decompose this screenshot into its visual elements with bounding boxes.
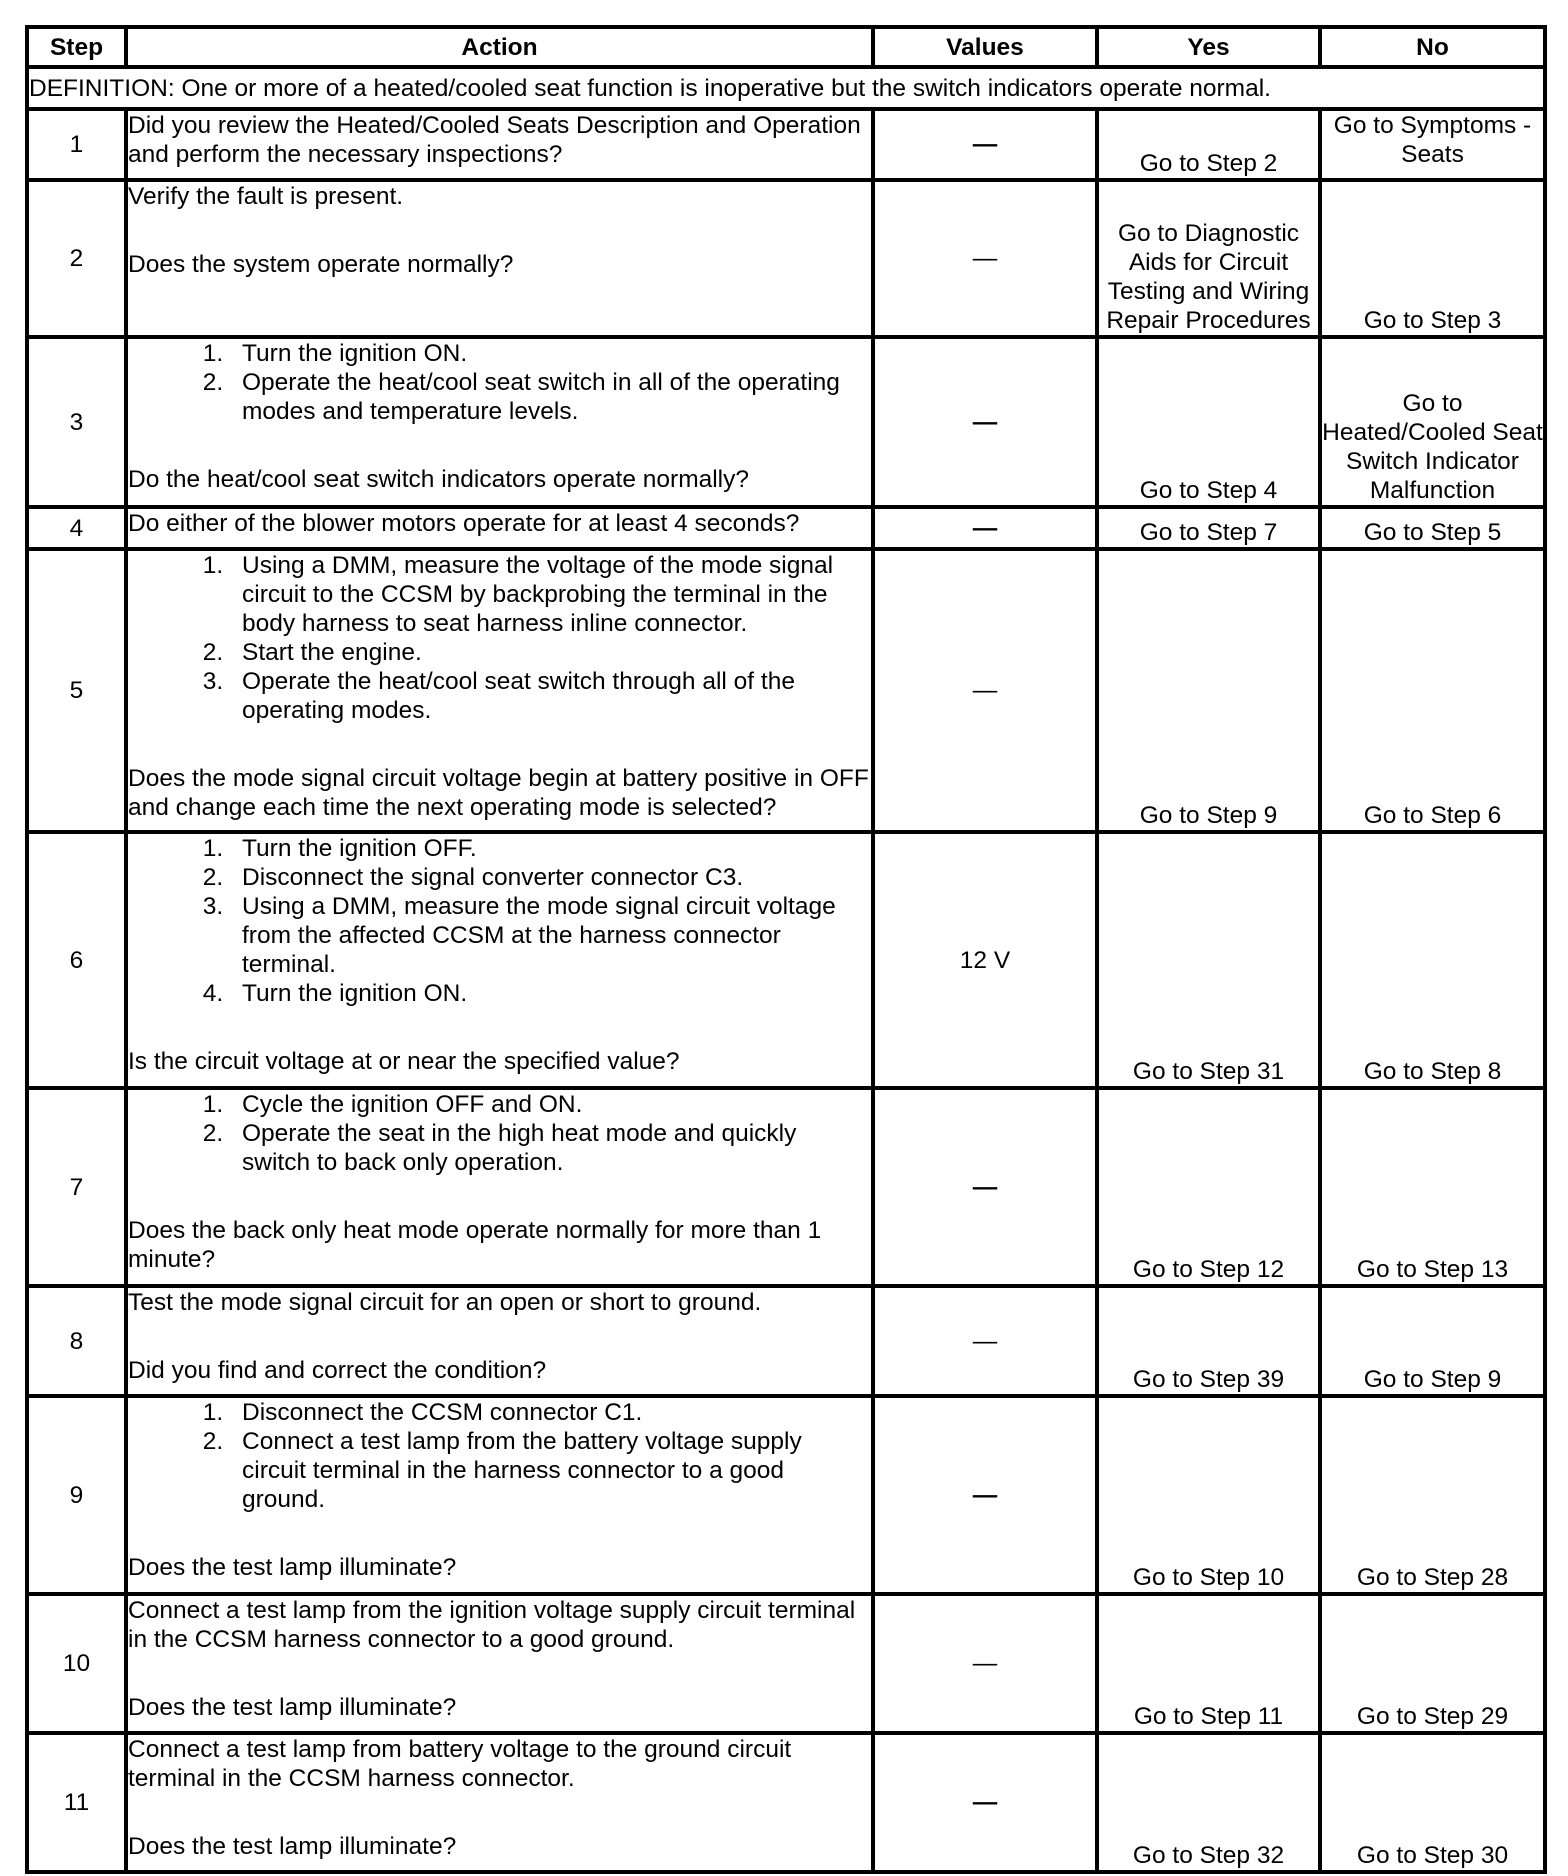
yes-cell: Go to Step 9 (1097, 549, 1320, 832)
action-intro: Did you review the Heated/Cooled Seats Description and Operation and perform the necessary inspections? (128, 112, 861, 168)
table-row (27, 549, 1545, 832)
action-question: Does the mode signal circuit voltage begin at battery positive in OFF and change each time the next operating mode is selected? (128, 765, 869, 821)
procedure-list (128, 339, 871, 426)
action-question: Did you find and correct the condition? (128, 1357, 547, 1384)
yes-cell: Go to Step 32 (1097, 1733, 1320, 1872)
action-cell (126, 507, 873, 549)
no-cell: Go to Step 3 (1320, 180, 1545, 337)
definition-row (27, 67, 1545, 109)
value-cell: — (873, 109, 1097, 180)
table-row (27, 1594, 1545, 1733)
action-intro: Connect a test lamp from the ignition voltage supply circuit terminal in the CCSM harness connector to a good ground. (128, 1597, 856, 1653)
value-cell: — (873, 507, 1097, 549)
yes-cell: Go to Step 4 (1097, 337, 1320, 507)
procedure-item: 2. Operate the seat in the high heat mode and quickly switch to back only operation. (230, 1119, 871, 1177)
table-row (27, 1088, 1545, 1286)
table-row (27, 1396, 1545, 1594)
no-cell: Go to Step 5 (1320, 507, 1545, 549)
action-question: Do the heat/cool seat switch indicators operate normally? (128, 466, 749, 493)
yes-cell: Go to Step 39 (1097, 1286, 1320, 1396)
action-intro: Test the mode signal circuit for an open or short to ground. (128, 1289, 762, 1316)
step-number: 10 (27, 1594, 126, 1733)
value-cell: — (873, 180, 1097, 337)
action-cell (126, 1594, 873, 1733)
header-no: No (1320, 27, 1545, 67)
no-cell: Go to Step 13 (1320, 1088, 1545, 1286)
value-cell: — (873, 549, 1097, 832)
step-number: 1 (27, 109, 126, 180)
no-cell: Go to Step 9 (1320, 1286, 1545, 1396)
value-cell: — (873, 1286, 1097, 1396)
procedure-item: 1. Turn the ignition OFF. (230, 834, 871, 863)
action-question: Does the test lamp illuminate? (128, 1833, 457, 1860)
value-cell: — (873, 1733, 1097, 1872)
table-row (27, 1286, 1545, 1396)
no-cell: Go to Step 30 (1320, 1733, 1545, 1872)
action-cell (126, 549, 873, 832)
procedure-item: 1. Turn the ignition ON. (230, 339, 871, 368)
procedure-item: 1. Using a DMM, measure the voltage of the mode signal circuit to the CCSM by backprobing the terminal in the body harness to seat harness inline connector. (230, 551, 871, 638)
procedure-item: 4. Turn the ignition ON. (230, 979, 871, 1008)
procedure-item: 1. Cycle the ignition OFF and ON. (230, 1090, 871, 1119)
header-values: Values (873, 27, 1097, 67)
no-cell: Go to Step 8 (1320, 832, 1545, 1088)
yes-cell: Go to Step 31 (1097, 832, 1320, 1088)
step-number: 9 (27, 1396, 126, 1594)
action-intro: Verify the fault is present. (128, 183, 404, 210)
step-number: 3 (27, 337, 126, 507)
procedure-item: 2. Operate the heat/cool seat switch in all of the operating modes and temperature levels. (230, 368, 871, 426)
table-row (27, 180, 1545, 337)
table-row (27, 109, 1545, 180)
header-action: Action (126, 27, 873, 67)
step-number: 5 (27, 549, 126, 832)
procedure-list (128, 834, 871, 1008)
action-intro: Connect a test lamp from battery voltage to the ground circuit terminal in the CCSM harness connector. (128, 1736, 792, 1792)
yes-cell: Go to Step 11 (1097, 1594, 1320, 1733)
procedure-item: 3. Using a DMM, measure the mode signal circuit voltage from the affected CCSM at the harness connector terminal. (230, 892, 871, 979)
step-number: 4 (27, 507, 126, 549)
procedure-item: 2. Connect a test lamp from the battery voltage supply circuit terminal in the harness connector to a good ground. (230, 1427, 871, 1514)
step-number: 2 (27, 180, 126, 337)
yes-cell: Go to Diagnostic Aids for Circuit Testing and Wiring Repair Procedures (1097, 180, 1320, 337)
step-number: 7 (27, 1088, 126, 1286)
no-cell: Go to Heated/Cooled Seat Switch Indicator Malfunction (1320, 337, 1545, 507)
header-yes: Yes (1097, 27, 1320, 67)
procedure-list (128, 551, 871, 725)
no-cell: Go to Step 28 (1320, 1396, 1545, 1594)
step-number: 6 (27, 832, 126, 1088)
value-cell: — (873, 1594, 1097, 1733)
procedure-item: 2. Disconnect the signal converter connector C3. (230, 863, 871, 892)
yes-cell: Go to Step 10 (1097, 1396, 1320, 1594)
action-question: Does the system operate normally? (128, 251, 514, 278)
step-number: 11 (27, 1733, 126, 1872)
step-number: 8 (27, 1286, 126, 1396)
action-cell (126, 1396, 873, 1594)
action-cell (126, 1733, 873, 1872)
value-cell: — (873, 337, 1097, 507)
action-question: Does the back only heat mode operate normally for more than 1 minute? (128, 1217, 822, 1273)
procedure-list (128, 1090, 871, 1177)
action-question: Is the circuit voltage at or near the specified value? (128, 1048, 680, 1075)
no-cell: Go to Symptoms - Seats (1320, 109, 1545, 180)
action-cell (126, 337, 873, 507)
definition-text: DEFINITION: One or more of a heated/cooled seat function is inoperative but the switch indicators operate normal. (27, 67, 1545, 109)
yes-cell: Go to Step 2 (1097, 109, 1320, 180)
header-step: Step (27, 27, 126, 67)
no-cell: Go to Step 6 (1320, 549, 1545, 832)
header-row (27, 27, 1545, 67)
table-row (27, 1733, 1545, 1872)
action-cell (126, 109, 873, 180)
action-cell (126, 1088, 873, 1286)
procedure-list (128, 1398, 871, 1514)
table-row (27, 337, 1545, 507)
action-intro: Do either of the blower motors operate for at least 4 seconds? (128, 510, 800, 537)
value-cell: — (873, 1088, 1097, 1286)
action-question: Does the test lamp illuminate? (128, 1554, 457, 1581)
action-cell (126, 180, 873, 337)
procedure-item: 3. Operate the heat/cool seat switch through all of the operating modes. (230, 667, 871, 725)
action-cell (126, 1286, 873, 1396)
action-cell (126, 832, 873, 1088)
table-row (27, 832, 1545, 1088)
procedure-item: 1. Disconnect the CCSM connector C1. (230, 1398, 871, 1427)
procedure-item: 2. Start the engine. (230, 638, 871, 667)
action-question: Does the test lamp illuminate? (128, 1694, 457, 1721)
value-cell: 12 V (873, 832, 1097, 1088)
diagnostic-table (25, 25, 1547, 1874)
no-cell: Go to Step 29 (1320, 1594, 1545, 1733)
value-cell: — (873, 1396, 1097, 1594)
table-row (27, 507, 1545, 549)
yes-cell: Go to Step 7 (1097, 507, 1320, 549)
yes-cell: Go to Step 12 (1097, 1088, 1320, 1286)
